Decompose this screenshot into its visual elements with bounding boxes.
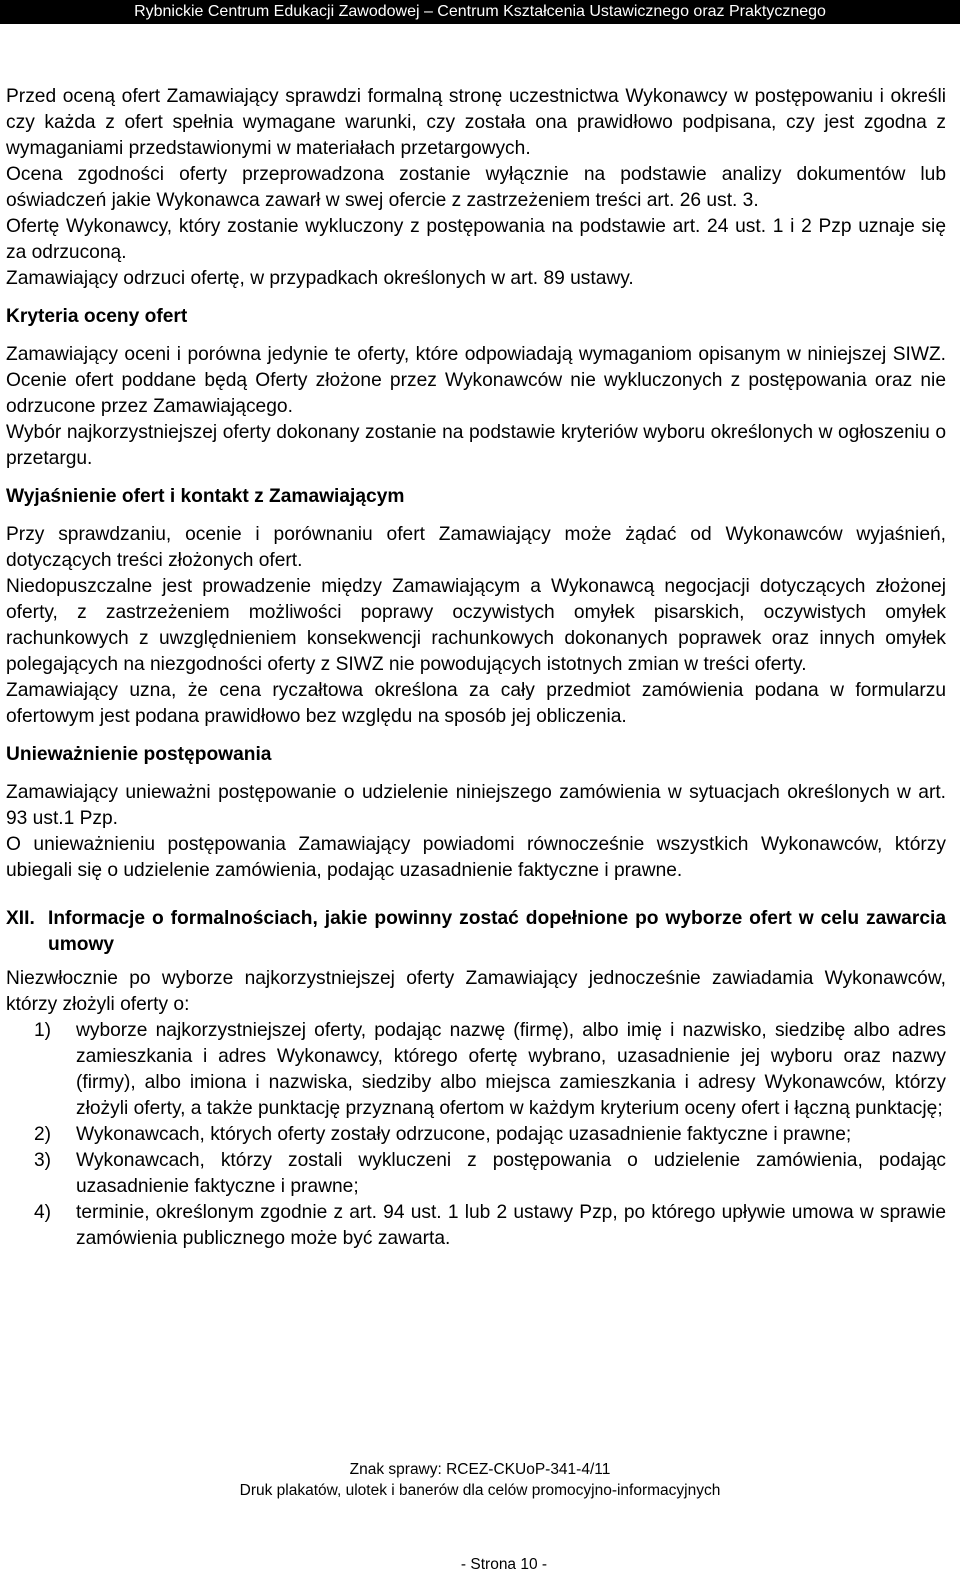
page-footer: [0, 1459, 960, 1501]
list-item-number: 4): [34, 1202, 52, 1223]
list-item-number: 1): [34, 1020, 52, 1041]
cancellation-heading: Unieważnienie postępowania: [6, 744, 272, 765]
case-reference: Znak sprawy: RCEZ-CKUoP-341-4/11: [349, 1461, 611, 1478]
page-header: Rybnickie Centrum Edukacji Zawodowej – Centrum Kształcenia Ustawicznego oraz Praktycznego: [0, 0, 960, 24]
criteria-heading: Kryteria oceny ofert: [6, 306, 188, 327]
tender-subject: Druk plakatów, ulotek i banerów dla celów promocyjno-informacyjnych: [239, 1482, 721, 1499]
clarification-paragraph-1: Przy sprawdzaniu, ocenie i porównaniu ofert Zamawiający może żądać od Wykonawców wyjaśnień, dotyczących treści złożonych ofert.: [6, 524, 946, 571]
list-item: [6, 1148, 946, 1200]
list-item-number: 2): [34, 1124, 52, 1145]
list-item-number: 3): [34, 1150, 52, 1171]
list-item-text: Wykonawcach, którzy zostali wykluczeni z postępowania o udzielenie zamówienia, podając uzasadnienie faktyczne i prawne;: [76, 1150, 946, 1197]
intro-paragraph-4: Zamawiający odrzuci ofertę, w przypadkach określonych w art. 89 ustawy.: [6, 268, 634, 289]
list-item: [6, 1200, 946, 1252]
intro-paragraph-2: Ocena zgodności oferty przeprowadzona zostanie wyłącznie na podstawie analizy dokumentów lub oświadczeń jakie Wykonawca zawarł w swej ofercie z zastrzeżeniem treści art. 26 ust. 3.: [6, 164, 946, 211]
cancellation-paragraph-2: O unieważnieniu postępowania Zamawiający powiadomi równocześnie wszystkich Wykonawców, którzy ubiegali się o udzielenie zamówienia, podając uzasadnienie faktyczne i prawne.: [6, 834, 946, 881]
section-intro: Niezwłocznie po wyborze najkorzystniejszej oferty Zamawiający jednocześnie zawiadamia Wykonawców, którzy złożyli oferty o:: [6, 968, 946, 1015]
list-item: [6, 1122, 946, 1148]
clarification-paragraph-2: Niedopuszczalne jest prowadzenie między Zamawiającym a Wykonawcą negocjacji dotyczących złożonej oferty, z zastrzeżeniem możliwości poprawy oczywistych omyłek pisarskich, oczywistych omyłek rachunkowych z uwzględnieniem konsekwencji rachunkowych dokonanych poprawek oraz innych omyłek polegających na niezgodności oferty z SIWZ nie powodujących istotnych zmian w treści oferty.: [6, 576, 946, 675]
criteria-paragraph-2: Wybór najkorzystniejszej oferty dokonany zostanie na podstawie kryteriów wyboru określonych w ogłoszeniu o przetargu.: [6, 422, 946, 469]
criteria-paragraph-1: Zamawiający oceni i porówna jedynie te oferty, które odpowiadają wymaganiom opisanym w niniejszej SIWZ. Ocenie ofert poddane będą Oferty złożone przez Wykonawców nie wykluczonych z postępowania oraz nie odrzucone przez Zamawiającego.: [6, 344, 946, 417]
list-item: [6, 1018, 946, 1122]
section-number: XII.: [6, 908, 35, 929]
clarification-paragraph-3: Zamawiający uzna, że cena ryczałtowa określona za cały przedmiot zamówienia podana w formularzu ofertowym jest podana prawidłowo bez względu na sposób jej obliczenia.: [6, 680, 946, 727]
section-heading: [6, 906, 946, 958]
section-title: Informacje o formalnościach, jakie powinny zostać dopełnione po wyborze ofert w celu zawarcia umowy: [48, 908, 946, 955]
list-item-text: terminie, określonym zgodnie z art. 94 ust. 1 lub 2 ustawy Pzp, po którego upływie umowa w sprawie zamówienia publicznego może być zawarta.: [76, 1202, 946, 1249]
list-item-text: wyborze najkorzystniejszej oferty, podając nazwę (firmę), albo imię i nazwisko, siedzibę albo adres zamieszkania i adres Wykonawcy, którego ofertę wybrano, uzasadnienie jej wyboru oraz nazwy (firmy), albo imiona i nazwiska, siedziby albo miejsca zamieszkania i adresy Wykonawców, którzy złożyli oferty, a także punktację przyznaną ofertom w każdym kryterium oceny ofert i łączną punktację;: [76, 1020, 946, 1119]
list-item-text: Wykonawcach, których oferty zostały odrzucone, podając uzasadnienie faktyczne i prawne;: [76, 1124, 852, 1145]
cancellation-paragraph-1: Zamawiający unieważni postępowanie o udzielenie niniejszego zamówienia w sytuacjach określonych w art. 93 ust.1 Pzp.: [6, 782, 946, 829]
clarification-heading: Wyjaśnienie ofert i kontakt z Zamawiającym: [6, 486, 405, 507]
intro-paragraph-3: Ofertę Wykonawcy, który zostanie wykluczony z postępowania na podstawie art. 24 ust. 1 i 2 Pzp uznaje się za odrzuconą.: [6, 216, 946, 263]
document-body: [6, 84, 946, 1252]
intro-paragraph-1: Przed oceną ofert Zamawiający sprawdzi formalną stronę uczestnictwa Wykonawcy w postępowaniu i określi czy każda z ofert spełnia wymagane warunki, czy została ona prawidłowo podpisana, czy jest zgodna z wymaganiami przedstawionymi w materiałach przetargowych.: [6, 86, 946, 159]
notification-list: [6, 1018, 946, 1252]
section-body: [6, 966, 946, 1252]
page-number: - Strona 10 -: [460, 1556, 548, 1573]
